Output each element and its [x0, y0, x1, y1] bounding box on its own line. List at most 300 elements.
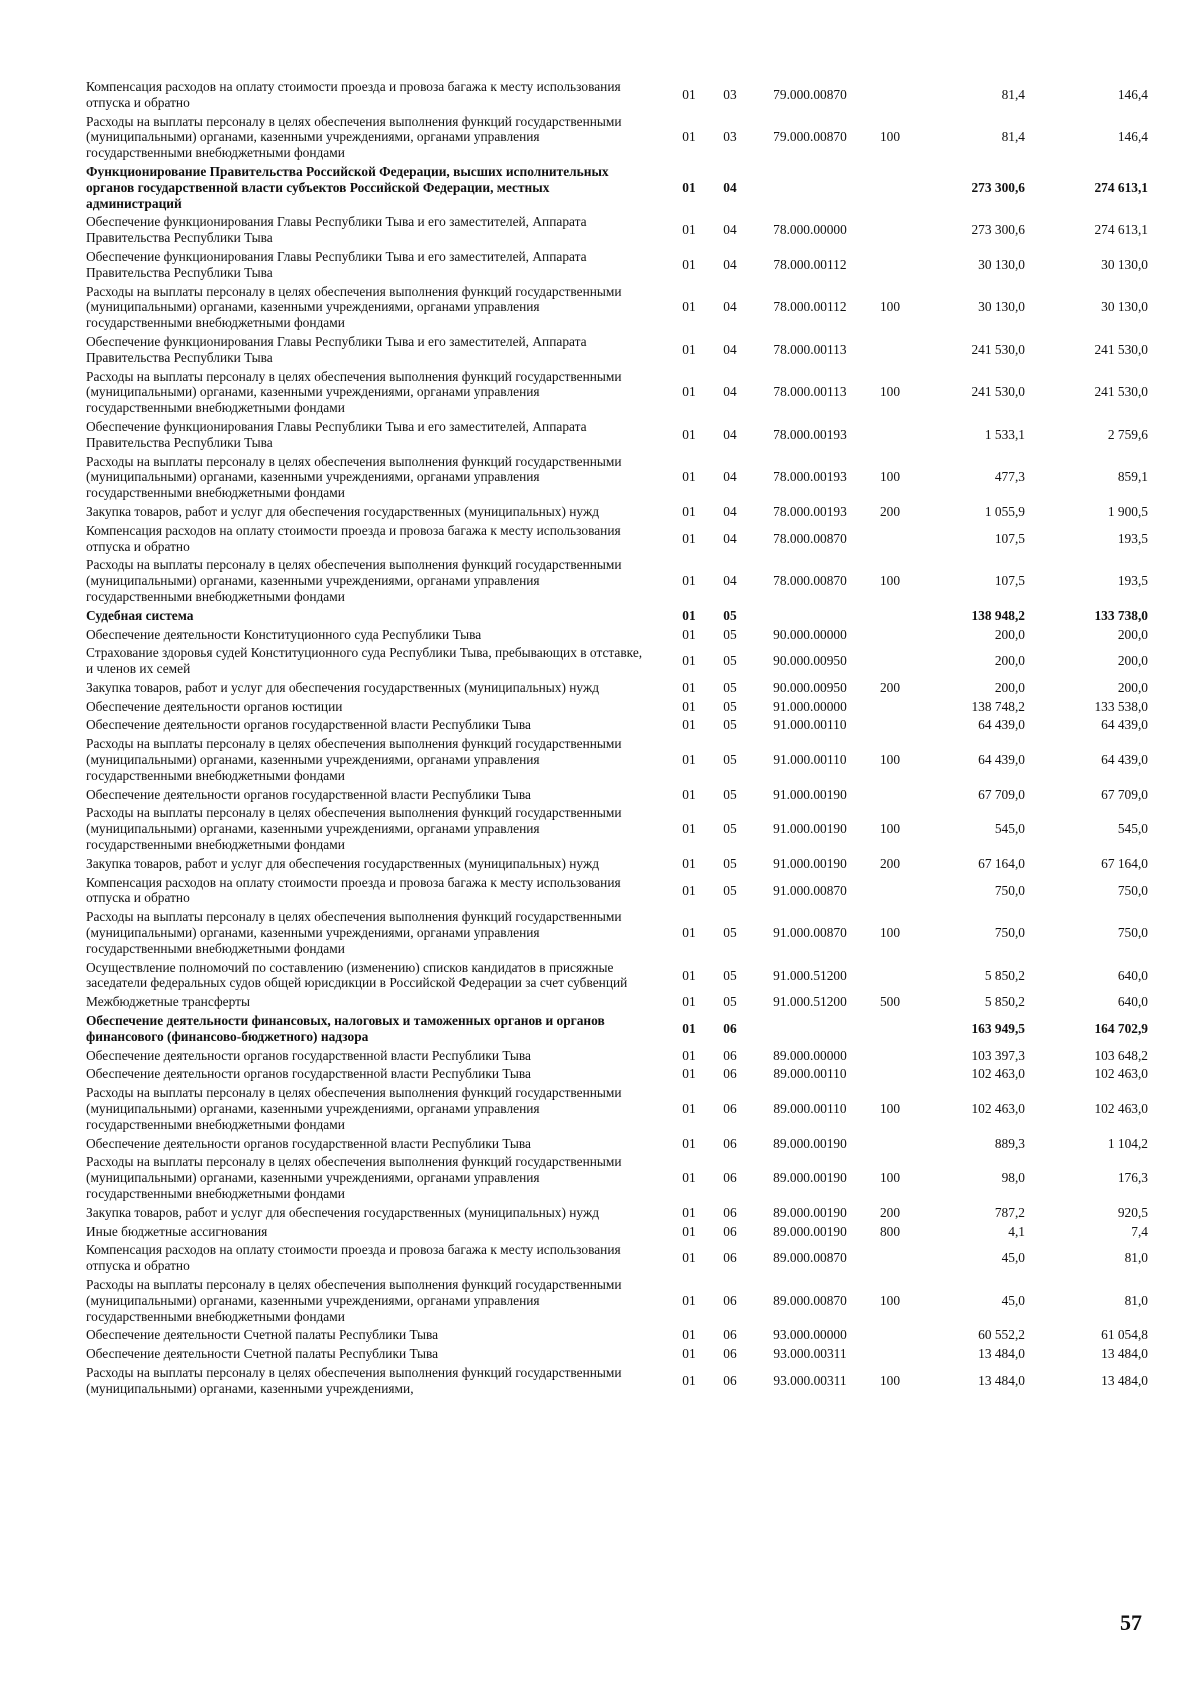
row-section: 01	[682, 256, 696, 272]
row-amount-year1: 750,0	[994, 882, 1025, 898]
row-amount-year1: 5 850,2	[984, 994, 1025, 1010]
table-row	[86, 78, 1156, 113]
row-expense-type	[870, 248, 910, 283]
row-amount-year2: 200,0	[1117, 679, 1148, 695]
row-subsection: 05	[723, 821, 737, 837]
row-name: Межбюджетные трансферты	[86, 994, 250, 1010]
row-amount-year2: 103 648,2	[1094, 1047, 1148, 1063]
table-row	[86, 1135, 1156, 1154]
row-expense-type	[870, 1065, 910, 1084]
row-expense-type: 100	[879, 821, 901, 837]
table-row	[86, 248, 1156, 283]
table-row	[86, 1276, 1156, 1326]
row-name: Расходы на выплаты персоналу в целях обеспечения выполнения функций государственными (муниципальными) органами, казенными учреждениями, органами управления государственными внебюджетными фондами	[86, 1085, 622, 1132]
row-section: 01	[682, 882, 696, 898]
row-section: 01	[682, 821, 696, 837]
row-name: Расходы на выплаты персоналу в целях обеспечения выполнения функций государственными (муниципальными) органами, казенными учреждениями, органами управления государственными внебюджетными фондами	[86, 453, 622, 501]
row-subsection: 04	[723, 469, 737, 485]
table-row	[86, 556, 1156, 606]
row-amount-year2: 61 054,8	[1101, 1327, 1148, 1343]
table-row	[86, 735, 1156, 785]
row-expense-type	[870, 626, 910, 645]
row-subsection: 06	[723, 1047, 737, 1063]
row-subsection: 04	[723, 530, 737, 546]
row-target-item: 89.000.00110	[773, 1066, 847, 1082]
row-expense-type: 100	[879, 129, 901, 145]
row-section: 01	[682, 384, 696, 400]
row-amount-year2: 200,0	[1117, 653, 1148, 669]
row-expense-type: 800	[879, 1223, 901, 1239]
row-expense-type	[870, 1345, 910, 1364]
row-amount-year1: 138 948,2	[971, 607, 1025, 623]
row-section: 01	[682, 1372, 696, 1388]
row-target-item: 91.000.00110	[773, 752, 847, 768]
row-expense-type: 100	[879, 1170, 901, 1186]
table-row	[86, 1241, 1156, 1276]
row-target-item: 91.000.00870	[773, 925, 847, 941]
row-subsection: 03	[723, 86, 737, 102]
row-expense-type: 100	[879, 384, 901, 400]
row-name: Закупка товаров, работ и услуг для обеспечения государственных (муниципальных) нужд	[86, 1204, 600, 1220]
row-name: Закупка товаров, работ и услуг для обеспечения государственных (муниципальных) нужд	[86, 855, 600, 871]
row-name: Закупка товаров, работ и услуг для обеспечения государственных (муниципальных) нужд	[86, 503, 600, 519]
row-section: 01	[682, 1020, 696, 1036]
row-amount-year2: 164 702,9	[1094, 1020, 1148, 1036]
row-amount-year2: 274 613,1	[1094, 222, 1148, 238]
row-subsection: 04	[723, 426, 737, 442]
row-expense-type	[870, 1326, 910, 1345]
row-expense-type	[870, 213, 910, 248]
row-amount-year2: 241 530,0	[1094, 341, 1148, 357]
table-row	[86, 522, 1156, 557]
row-target-item: 90.000.00950	[773, 679, 847, 695]
row-amount-year2: 133 538,0	[1094, 698, 1148, 714]
row-amount-year2: 640,0	[1117, 967, 1148, 983]
table-row	[86, 959, 1156, 994]
row-target-item: 78.000.00193	[773, 503, 847, 519]
table-row	[86, 1047, 1156, 1066]
row-section: 01	[682, 607, 696, 623]
row-name: Обеспечение функционирования Главы Республики Тыва и его заместителей, Аппарата Правительства Республики Тыва	[86, 333, 587, 365]
row-name: Расходы на выплаты персоналу в целях обеспечения выполнения функций государственными (муниципальными) органами, казенными учреждениями, органами управления государственными внебюджетными фондами	[86, 805, 622, 853]
row-amount-year1: 107,5	[994, 530, 1025, 546]
row-amount-year2: 81,0	[1124, 1292, 1148, 1308]
row-amount-year2: 193,5	[1117, 573, 1148, 589]
row-expense-type: 100	[879, 925, 901, 941]
row-subsection: 06	[723, 1346, 737, 1362]
row-subsection: 05	[723, 698, 737, 714]
row-subsection: 06	[723, 1327, 737, 1343]
table-row	[86, 908, 1156, 958]
row-amount-year1: 45,0	[1001, 1292, 1025, 1308]
row-target-item: 90.000.00950	[773, 653, 847, 669]
row-target-item: 89.000.00870	[773, 1292, 847, 1308]
table-row	[86, 1204, 1156, 1223]
table-row	[86, 1345, 1156, 1364]
row-amount-year2: 30 130,0	[1101, 256, 1148, 272]
row-section: 01	[682, 626, 696, 642]
table-row	[86, 716, 1156, 735]
row-target-item: 89.000.00190	[773, 1170, 847, 1186]
row-amount-year1: 102 463,0	[971, 1066, 1025, 1082]
row-target-item: 78.000.00113	[773, 341, 847, 357]
row-section: 01	[682, 179, 696, 195]
row-amount-year1: 81,4	[1001, 86, 1025, 102]
row-target-item: 93.000.00311	[773, 1346, 847, 1362]
row-amount-year1: 67 709,0	[978, 786, 1025, 802]
row-amount-year2: 146,4	[1117, 86, 1148, 102]
row-subsection: 05	[723, 967, 737, 983]
row-target-item: 78.000.00112	[773, 299, 847, 315]
row-target-item: 91.000.00190	[773, 855, 847, 871]
row-target-item: 90.000.00000	[773, 626, 847, 642]
row-name: Расходы на выплаты персоналу в целях обеспечения выполнения функций государственными (муниципальными) органами, казенными учреждениями, органами управления государственными внебюджетными фондами	[86, 1276, 622, 1324]
row-name: Компенсация расходов на оплату стоимости проезда и провоза багажа к месту использования отпуска и обратно	[86, 522, 621, 554]
row-amount-year2: 13 484,0	[1101, 1372, 1148, 1388]
row-amount-year1: 103 397,3	[971, 1047, 1025, 1063]
row-amount-year1: 545,0	[994, 821, 1025, 837]
row-amount-year1: 30 130,0	[978, 256, 1025, 272]
row-target-item: 91.000.51200	[773, 994, 847, 1010]
row-section: 01	[682, 855, 696, 871]
row-expense-type: 200	[879, 503, 901, 519]
row-amount-year2: 67 709,0	[1101, 786, 1148, 802]
row-target-item: 91.000.00870	[773, 882, 847, 898]
row-amount-year2: 67 164,0	[1101, 855, 1148, 871]
row-amount-year1: 64 439,0	[978, 717, 1025, 733]
row-subsection: 04	[723, 384, 737, 400]
row-name: Обеспечение деятельности финансовых, налоговых и таможенных органов и органов финансового (финансово-бюджетного) надзора	[86, 1013, 605, 1044]
row-section: 01	[682, 469, 696, 485]
row-name: Обеспечение деятельности Счетной палаты Республики Тыва	[86, 1346, 439, 1362]
row-expense-type: 200	[879, 679, 901, 695]
row-subsection: 05	[723, 607, 737, 623]
row-amount-year1: 67 164,0	[978, 855, 1025, 871]
row-expense-type	[870, 1241, 910, 1276]
row-expense-type	[870, 333, 910, 368]
row-subsection: 05	[723, 925, 737, 941]
row-amount-year2: 200,0	[1117, 626, 1148, 642]
row-subsection: 05	[723, 786, 737, 802]
row-subsection: 04	[723, 341, 737, 357]
table-row	[86, 1084, 1156, 1134]
row-expense-type: 100	[879, 469, 901, 485]
row-subsection: 06	[723, 1372, 737, 1388]
row-section: 01	[682, 299, 696, 315]
row-subsection: 04	[723, 222, 737, 238]
row-target-item: 89.000.00190	[773, 1135, 847, 1151]
row-section: 01	[682, 1223, 696, 1239]
row-amount-year1: 5 850,2	[984, 967, 1025, 983]
row-section: 01	[682, 752, 696, 768]
row-subsection: 04	[723, 503, 737, 519]
table-row	[86, 1012, 1156, 1047]
row-amount-year1: 102 463,0	[971, 1101, 1025, 1117]
row-expense-type	[870, 959, 910, 994]
table-row	[86, 213, 1156, 248]
row-target-item	[750, 163, 870, 213]
row-section: 01	[682, 129, 696, 145]
row-name: Обеспечение деятельности Счетной палаты Республики Тыва	[86, 1327, 439, 1343]
row-target-item: 89.000.00190	[773, 1204, 847, 1220]
table-row	[86, 679, 1156, 698]
row-expense-type	[870, 874, 910, 909]
row-name: Расходы на выплаты персоналу в целях обеспечения выполнения функций государственными (муниципальными) органами, казенными учреждениями, органами управления государственными внебюджетными фондами	[86, 909, 622, 956]
row-amount-year1: 200,0	[994, 679, 1025, 695]
row-name: Обеспечение деятельности органов государственной власти Республики Тыва	[86, 1066, 531, 1082]
row-subsection: 06	[723, 1135, 737, 1151]
row-expense-type: 100	[879, 1292, 901, 1308]
budget-document	[86, 78, 1148, 1399]
row-expense-type	[870, 644, 910, 679]
row-name: Компенсация расходов на оплату стоимости проезда и провоза багажа к месту использования отпуска и обратно	[86, 79, 621, 110]
row-subsection: 05	[723, 752, 737, 768]
row-target-item: 89.000.00870	[773, 1250, 847, 1266]
row-name: Обеспечение функционирования Главы Республики Тыва и его заместителей, Аппарата Правительства Республики Тыва	[86, 418, 587, 450]
row-expense-type	[870, 418, 910, 453]
row-target-item: 89.000.00000	[773, 1047, 847, 1063]
row-amount-year2: 30 130,0	[1101, 299, 1148, 315]
row-target-item: 91.000.51200	[773, 967, 847, 983]
row-amount-year1: 787,2	[994, 1204, 1025, 1220]
table-row	[86, 1364, 1156, 1399]
row-section: 01	[682, 994, 696, 1010]
table-row	[86, 418, 1156, 453]
row-name: Страхование здоровья судей Конституционного суда Республики Тыва, пребывающих в отставке, и членов их семей	[86, 645, 643, 677]
row-section: 01	[682, 1101, 696, 1117]
row-amount-year2: 13 484,0	[1101, 1346, 1148, 1362]
row-section: 01	[682, 717, 696, 733]
row-amount-year1: 138 748,2	[971, 698, 1025, 714]
row-amount-year1: 81,4	[1001, 129, 1025, 145]
row-section: 01	[682, 503, 696, 519]
row-name: Обеспечение функционирования Главы Республики Тыва и его заместителей, Аппарата Правительства Республики Тыва	[86, 248, 587, 280]
row-subsection: 05	[723, 717, 737, 733]
row-target-item: 91.000.00110	[773, 717, 847, 733]
row-amount-year2: 64 439,0	[1101, 717, 1148, 733]
table-row	[86, 163, 1156, 213]
table-row	[86, 698, 1156, 717]
row-target-item: 91.000.00190	[773, 786, 847, 802]
row-expense-type	[870, 786, 910, 805]
table-row	[86, 283, 1156, 333]
row-name: Расходы на выплаты персоналу в целях обеспечения выполнения функций государственными (муниципальными) органами, казенными учреждениями, органами управления государственными внебюджетными фондами	[86, 1154, 622, 1201]
row-amount-year1: 273 300,6	[971, 222, 1025, 238]
row-target-item: 89.000.00190	[773, 1223, 847, 1239]
table-row	[86, 1065, 1156, 1084]
row-name: Обеспечение деятельности органов государственной власти Республики Тыва	[86, 1135, 531, 1151]
row-amount-year1: 889,3	[994, 1135, 1025, 1151]
row-amount-year1: 107,5	[994, 573, 1025, 589]
table-row	[86, 874, 1156, 909]
row-amount-year2: 7,4	[1131, 1223, 1148, 1239]
table-row	[86, 644, 1156, 679]
row-expense-type: 100	[879, 299, 901, 315]
row-amount-year1: 241 530,0	[971, 384, 1025, 400]
table-row	[86, 626, 1156, 645]
row-name: Судебная система	[86, 607, 194, 623]
table-row	[86, 113, 1156, 163]
row-amount-year2: 920,5	[1117, 1204, 1148, 1220]
row-target-item: 91.000.00190	[773, 821, 847, 837]
row-amount-year2: 640,0	[1117, 994, 1148, 1010]
row-amount-year1: 30 130,0	[978, 299, 1025, 315]
row-target-item: 79.000.00870	[773, 129, 847, 145]
row-amount-year1: 98,0	[1001, 1170, 1025, 1186]
row-name: Осуществление полномочий по составлению (изменению) списков кандидатов в присяжные заседатели федеральных судов общей юрисдикции в Российской Федерации за счет субвенций	[86, 959, 628, 991]
row-target-item: 78.000.00193	[773, 469, 847, 485]
row-name: Обеспечение деятельности Конституционного суда Республики Тыва	[86, 626, 482, 642]
row-amount-year2: 750,0	[1117, 882, 1148, 898]
row-section: 01	[682, 530, 696, 546]
row-amount-year2: 241 530,0	[1094, 384, 1148, 400]
row-section: 01	[682, 1292, 696, 1308]
row-subsection: 06	[723, 1020, 737, 1036]
row-amount-year1: 1 055,9	[984, 503, 1025, 519]
row-name: Расходы на выплаты персоналу в целях обеспечения выполнения функций государственными (муниципальными) органами, казенными учреждениями, органами управления государственными внебюджетными фондами	[86, 557, 622, 604]
row-subsection: 06	[723, 1292, 737, 1308]
row-amount-year1: 1 533,1	[984, 426, 1025, 442]
row-section: 01	[682, 1170, 696, 1186]
row-subsection: 05	[723, 679, 737, 695]
row-amount-year2: 102 463,0	[1094, 1066, 1148, 1082]
row-expense-type: 100	[879, 1101, 901, 1117]
row-name: Обеспечение деятельности органов юстиции	[86, 698, 343, 714]
row-target-item: 78.000.00112	[773, 256, 847, 272]
row-section: 01	[682, 1135, 696, 1151]
row-target-item: 78.000.00113	[773, 384, 847, 400]
table-row	[86, 1326, 1156, 1345]
row-name: Компенсация расходов на оплату стоимости проезда и провоза багажа к месту использования отпуска и обратно	[86, 874, 621, 906]
row-name: Обеспечение деятельности органов государственной власти Республики Тыва	[86, 717, 531, 733]
row-amount-year1: 477,3	[994, 469, 1025, 485]
row-amount-year1: 163 949,5	[971, 1020, 1025, 1036]
row-expense-type	[870, 716, 910, 735]
row-section: 01	[682, 1327, 696, 1343]
row-subsection: 05	[723, 855, 737, 871]
row-subsection: 06	[723, 1170, 737, 1186]
row-subsection: 04	[723, 179, 737, 195]
row-amount-year1: 4,1	[1008, 1223, 1025, 1239]
row-expense-type: 500	[879, 994, 901, 1010]
row-amount-year2: 102 463,0	[1094, 1101, 1148, 1117]
row-subsection: 05	[723, 653, 737, 669]
row-expense-type	[870, 698, 910, 717]
row-amount-year1: 750,0	[994, 925, 1025, 941]
row-expense-type	[870, 522, 910, 557]
row-section: 01	[682, 86, 696, 102]
table-row	[86, 1153, 1156, 1203]
row-amount-year2: 146,4	[1117, 129, 1148, 145]
row-target-item: 78.000.00870	[773, 530, 847, 546]
table-row	[86, 1223, 1156, 1242]
row-subsection: 04	[723, 573, 737, 589]
row-section: 01	[682, 1204, 696, 1220]
row-section: 01	[682, 426, 696, 442]
row-target-item: 78.000.00193	[773, 426, 847, 442]
row-name: Расходы на выплаты персоналу в целях обеспечения выполнения функций государственными (муниципальными) органами, казенными учреждениями,	[86, 1364, 622, 1396]
row-expense-type: 100	[879, 752, 901, 768]
row-expense-type: 100	[879, 1372, 901, 1388]
row-name: Иные бюджетные ассигнования	[86, 1223, 268, 1239]
row-subsection: 03	[723, 129, 737, 145]
row-subsection: 05	[723, 626, 737, 642]
row-target-item: 89.000.00110	[773, 1101, 847, 1117]
row-target-item: 93.000.00311	[773, 1372, 847, 1388]
row-expense-type	[870, 1047, 910, 1066]
table-row	[86, 453, 1156, 503]
table-row	[86, 333, 1156, 368]
row-name: Расходы на выплаты персоналу в целях обеспечения выполнения функций государственными (муниципальными) органами, казенными учреждениями, органами управления государственными внебюджетными фондами	[86, 368, 622, 416]
row-amount-year2: 2 759,6	[1107, 426, 1148, 442]
table-row	[86, 855, 1156, 874]
row-subsection: 06	[723, 1101, 737, 1117]
row-section: 01	[682, 925, 696, 941]
row-expense-type: 100	[879, 573, 901, 589]
row-section: 01	[682, 1250, 696, 1266]
row-amount-year1: 200,0	[994, 626, 1025, 642]
table-row	[86, 993, 1156, 1012]
table-row	[86, 607, 1156, 626]
table-row	[86, 786, 1156, 805]
row-subsection: 04	[723, 299, 737, 315]
row-target-item: 93.000.00000	[773, 1327, 847, 1343]
row-amount-year1: 64 439,0	[978, 752, 1025, 768]
row-amount-year2: 545,0	[1117, 821, 1148, 837]
row-expense-type	[870, 607, 910, 626]
row-expense-type: 200	[879, 1204, 901, 1220]
row-amount-year1: 13 484,0	[978, 1372, 1025, 1388]
row-subsection: 06	[723, 1250, 737, 1266]
row-target-item: 78.000.00000	[773, 222, 847, 238]
row-amount-year2: 64 439,0	[1101, 752, 1148, 768]
row-amount-year1: 60 552,2	[978, 1327, 1025, 1343]
row-name: Расходы на выплаты персоналу в целях обеспечения выполнения функций государственными (муниципальными) органами, казенными учреждениями, органами управления государственными внебюджетными фондами	[86, 736, 622, 783]
row-name: Обеспечение функционирования Главы Республики Тыва и его заместителей, Аппарата Правительства Республики Тыва	[86, 214, 587, 246]
table-row	[86, 368, 1156, 418]
row-section: 01	[682, 1047, 696, 1063]
row-amount-year2: 81,0	[1124, 1250, 1148, 1266]
row-subsection: 06	[723, 1066, 737, 1082]
row-name: Закупка товаров, работ и услуг для обеспечения государственных (муниципальных) нужд	[86, 679, 600, 695]
row-amount-year1: 200,0	[994, 653, 1025, 669]
row-amount-year2: 859,1	[1117, 469, 1148, 485]
row-name: Функционирование Правительства Российской Федерации, высших исполнительных органов государственной власти субъектов Российской Федерации, местных администраций	[86, 163, 609, 211]
row-amount-year2: 176,3	[1117, 1170, 1148, 1186]
row-name: Компенсация расходов на оплату стоимости проезда и провоза багажа к месту использования отпуска и обратно	[86, 1242, 621, 1274]
row-amount-year1: 273 300,6	[971, 179, 1025, 195]
row-expense-type	[870, 1135, 910, 1154]
row-section: 01	[682, 786, 696, 802]
row-section: 01	[682, 698, 696, 714]
row-amount-year2: 1 104,2	[1107, 1135, 1148, 1151]
row-target-item: 91.000.00000	[773, 698, 847, 714]
row-subsection: 06	[723, 1223, 737, 1239]
row-section: 01	[682, 679, 696, 695]
row-expense-type	[870, 78, 910, 113]
row-section: 01	[682, 967, 696, 983]
row-target-item	[750, 607, 870, 626]
row-expense-type	[870, 163, 910, 213]
row-section: 01	[682, 341, 696, 357]
row-target-item	[750, 1012, 870, 1047]
row-subsection: 06	[723, 1204, 737, 1220]
table-row	[86, 503, 1156, 522]
row-amount-year2: 193,5	[1117, 530, 1148, 546]
row-section: 01	[682, 573, 696, 589]
row-name: Обеспечение деятельности органов государственной власти Республики Тыва	[86, 1047, 531, 1063]
row-amount-year2: 133 738,0	[1094, 607, 1148, 623]
